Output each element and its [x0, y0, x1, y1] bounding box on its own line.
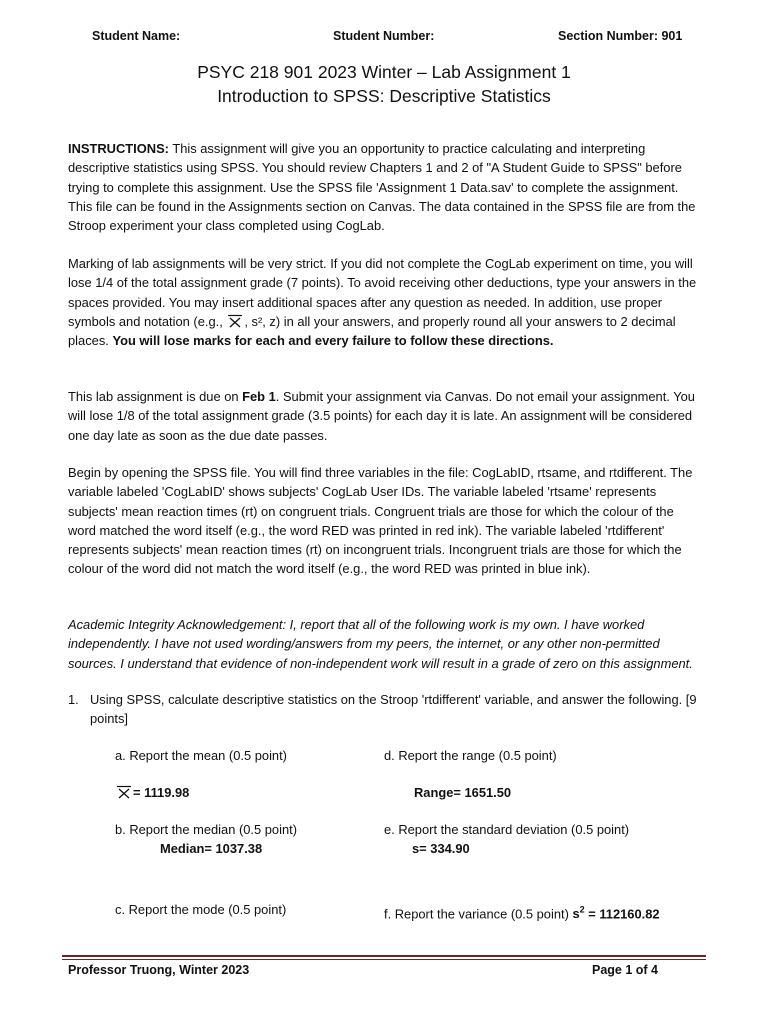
variance-value: = 112160.82 — [584, 906, 660, 922]
question-1f-prompt — [384, 902, 660, 922]
question-1b-answer: Median= 1037.38 — [160, 841, 263, 856]
marking-text: Marking of lab assignments will be very strict. If you did not complete the CogLab experiment on time, you will lose 1/4 of the total assignment grade (7 points). To avoid receiving other deductions, type your answers in the spaces provided. You may insert additional spaces after any question as needed. In addition, use proper symbols and notation (e.g., — [68, 256, 697, 329]
integrity-text: I, report that all of the following work is my own. I have worked independently. I have not used wording/answers from my peers, the internet, or any other non-permitted sources. I understand that evidence of non-independent work will result in a grade of zero on this assignment. — [68, 617, 693, 671]
x-bar-symbol-icon — [226, 314, 244, 328]
student-name-label: Student Name: — [92, 29, 181, 43]
page-number: Page 1 of 4 — [592, 963, 658, 977]
marking-warning: You will lose marks for each and every failure to follow these directions. — [112, 333, 554, 349]
section-number-label: Section Number: 901 — [558, 29, 683, 43]
due-paragraph — [68, 387, 700, 445]
instructions-label: INSTRUCTIONS: — [68, 141, 169, 156]
variance-symbol: $s^2$ — [572, 905, 585, 922]
question-1e-prompt: e. Report the standard deviation (0.5 point) — [384, 822, 630, 837]
question-1c-prompt: c. Report the mode (0.5 point) — [115, 902, 287, 917]
question-1a-prompt: a. Report the mean (0.5 point) — [115, 748, 287, 763]
footer-rule — [62, 955, 706, 957]
question-1-number: 1. — [68, 692, 79, 707]
footer-professor: Professor Truong, Winter 2023 — [68, 963, 250, 977]
begin-text: Begin by opening the SPSS file. You will find three variables in the file: CogLabID, rtsame, and rtdifferent. The variable labeled 'CogLabID' shows subjects' CogLab User IDs. The variable labeled 'rtsame' represents subjects' mean reaction times (rt) on congruent trials. Congruent trials are those for which the colour of the word matched the word itself (e.g., the word RED was printed in red ink). The variable labeled 'rtdifferent' represents subjects' mean reaction times (rt) on incongruent trials. Incongruent trials are those for which the colour of the word did not match the word itself (e.g., the word RED was printed in blue ink). — [68, 465, 693, 577]
student-number-label: Student Number: — [333, 29, 435, 43]
integrity-paragraph — [68, 615, 700, 673]
instructions-paragraph — [68, 139, 700, 235]
marking-symbols-text: , s², z) in all your answers, and properly round all your answers to 2 decimal places. — [68, 313, 676, 349]
instructions-text: This assignment will give you an opportunity to practice calculating and interpreting descriptive statistics using SPSS. You should review Chapters 1 and 2 of "A Student Guide to SPSS" before trying to complete this assignment. Use the SPSS file 'Assignment 1 Data.sav' to complete the assignment. This file can be found in the Assignments section on Canvas. The data contained in the SPSS file are from the Stroop experiment your class completed using CogLab. — [68, 141, 696, 234]
document-title: PSYC 218 901 2023 Winter – Lab Assignment 1 — [197, 62, 571, 82]
question-1a-answer — [115, 785, 189, 800]
due-text: This lab assignment is due on — [68, 389, 243, 404]
question-1e-answer: s= 334.90 — [412, 841, 470, 856]
question-1b-prompt: b. Report the median (0.5 point) — [115, 822, 298, 837]
question-1d-prompt: d. Report the range (0.5 point) — [384, 748, 557, 763]
question-1-text: Using SPSS, calculate descriptive statistics on the Stroop 'rtdifferent' variable, and answer the following. [9 points] — [90, 692, 697, 727]
x-bar-symbol-icon — [115, 785, 133, 799]
begin-paragraph — [68, 463, 700, 579]
due-date: Feb 1 — [242, 389, 276, 404]
mean-value: = 1119.98 — [133, 785, 190, 800]
question-1 — [68, 690, 700, 729]
due-text-rest: . Submit your assignment via Canvas. Do not email your assignment. You will lose 1/8 of the total assignment grade (3.5 points) for each day it is late. An assignment will be considered one day late as soon as the due date passes. — [68, 389, 695, 443]
question-1d-answer: Range= 1651.50 — [414, 785, 512, 800]
integrity-label: Academic Integrity Acknowledgement: — [68, 617, 290, 632]
marking-paragraph — [68, 254, 700, 350]
question-1f-prompt-text: f. Report the variance (0.5 point) — [384, 906, 573, 922]
footer-rule-thin — [62, 959, 706, 960]
document-subtitle: Introduction to SPSS: Descriptive Statistics — [217, 86, 551, 106]
